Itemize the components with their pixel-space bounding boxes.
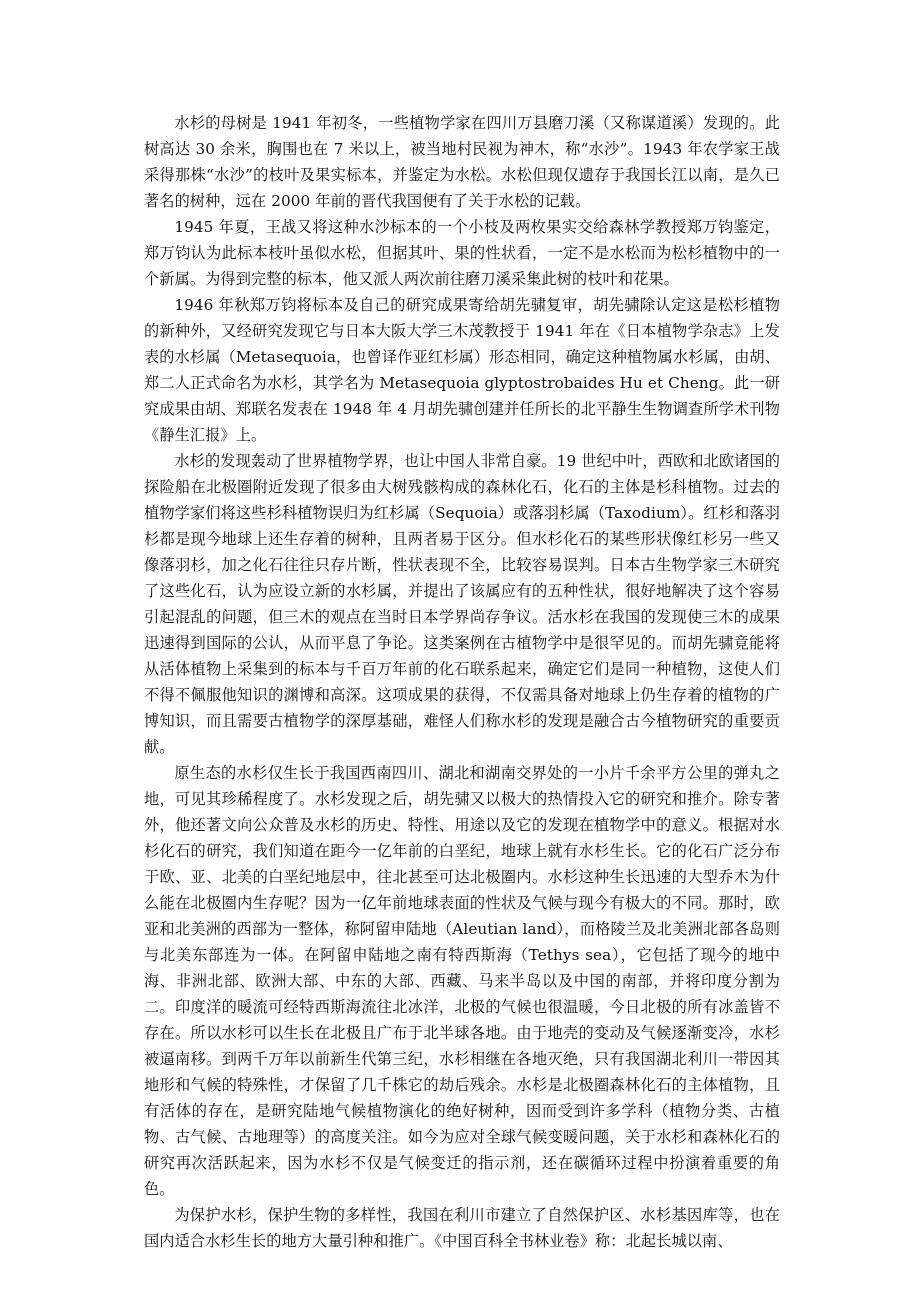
paragraph-protection: 为保护水杉，保护生物的多样性，我国在利川市建立了自然保护区、水杉基因库等，也在国内适合水杉生长的地方大量引种和推广。《中国百科全书林业卷》称：北起长城以南、 [144, 1206, 780, 1250]
paragraph-naming: 1946 年秋郑万钧将标本及自己的研究成果寄给胡先骕复审，胡先骕除认定这是松杉植物的新种外，又经研究发现它与日本大阪大学三木茂教授于 1941 年在《日本植物学杂志》上发表的水杉属（Metasequoia，也曾译作亚红杉属）形态相同，确定这种植物属水杉属，由胡、郑二人正式命名为水杉，其学名为 Metasequoia glyptostrobaides Hu et Cheng。此一研究成果由胡、郑联名发表在 1948 年 4 月胡先骕创建并任所长的北平静生生物调查所学术刊物《静生汇报》上。 [144, 296, 780, 444]
paragraph-significance: 水杉的发现轰动了世界植物学界，也让中国人非常自豪。19 世纪中叶，西欧和北欧诸国的探险船在北极圈附近发现了很多由大树残骸构成的森林化石，化石的主体是杉科植物。过去的植物学家们将这些杉科植物误归为红杉属（Sequoia）或落羽杉属（Taxodium）。红杉和落羽杉都是现今地球上还生存着的树种，且两者易于区分。但水杉化石的某些形状像红杉另一些又像落羽杉，加之化石往往只存片断，性状表现不全，比较容易误判。日本古生物学家三木研究了这些化石，认为应设立新的水杉属，并提出了该属应有的五种性状，很好地解决了这个容易引起混乱的问题，但三木的观点在当时日本学界尚存争议。活水杉在我国的发现使三木的成果迅速得到国际的公认，从而平息了争论。这类案例在古植物学中是很罕见的。而胡先骕竟能将从活体植物上采集到的标本与千百万年前的化石联系起来，确定它们是同一种植物，这使人们不得不佩服他知识的渊博和高深。这项成果的获得，不仅需具备对地球上仍生存着的植物的广博知识，而且需要古植物学的深厚基础，难怪人们称水杉的发现是融合古今植物研究的重要贡献。 [144, 452, 780, 756]
paragraph-discovery: 水杉的母树是 1941 年初冬，一些植物学家在四川万县磨刀溪（又称谋道溪）发现的。此树高达 30 余米，胸围也在 7 米以上，被当地村民视为神木，称“水沙”。1943 年农学家王战采得那株“水沙”的枝叶及果实标本，并鉴定为水松。水松但现仅遗存于我国长江以南，是久已著名的树种，远在 2000 年前的晋代我国便有了关于水松的记载。 [144, 114, 780, 210]
document-body [144, 110, 780, 1254]
paragraph-identification: 1945 年夏，王战又将这种水沙标本的一个小枝及两枚果实交给森林学教授郑万钧鉴定，郑万钧认为此标本枝叶虽似水松，但据其叶、果的性状看，一定不是水松而为松杉植物中的一个新属。为得到完整的标本，他又派人两次前往磨刀溪采集此树的枝叶和花果。 [144, 218, 780, 288]
paragraph-distribution-history: 原生态的水杉仅生长于我国西南四川、湖北和湖南交界处的一小片千余平方公里的弹丸之地，可见其珍稀程度了。水杉发现之后，胡先骕又以极大的热情投入它的研究和推介。除专著外，他还著文向公众普及水杉的历史、特性、用途以及它的发现在植物学中的意义。根据对水杉化石的研究，我们知道在距今一亿年前的白垩纪，地球上就有水杉生长。它的化石广泛分布于欧、亚、北美的白垩纪地层中，往北甚至可达北极圈内。水杉这种生长迅速的大型乔木为什么能在北极圈内生存呢？因为一亿年前地球表面的性状及气候与现今有极大的不同。那时，欧亚和北美洲的西部为一整体，称阿留申陆地（Aleutian land），而格陵兰及北美洲北部各岛则与北美东部连为一体。在阿留申陆地之南有特西斯海（Tethys sea），它包括了现今的地中海、非洲北部、欧洲大部、中东的大部、西藏、马来半岛以及中国的南部，并将印度分割为二。印度洋的暖流可经特西斯海流往北冰洋，北极的气候也很温暖，今日北极的所有冰盖皆不存在。所以水杉可以生长在北极且广布于北半球各地。由于地壳的变动及气候逐渐变冷，水杉被逼南移。到两千万年以前新生代第三纪，水杉相继在各地灭绝，只有我国湖北利川一带因其地形和气候的特殊性，才保留了几千株它的劫后残余。水杉是北极圈森林化石的主体植物，且有活体的存在，是研究陆地气候植物演化的绝好树种，因而受到许多学科（植物分类、古植物、古气候、古地理等）的高度关注。如今为应对全球气候变暖问题，关于水杉和森林化石的研究再次活跃起来，因为水杉不仅是气候变迁的指示剂，还在碳循环过程中扮演着重要的角色。 [144, 764, 780, 1198]
